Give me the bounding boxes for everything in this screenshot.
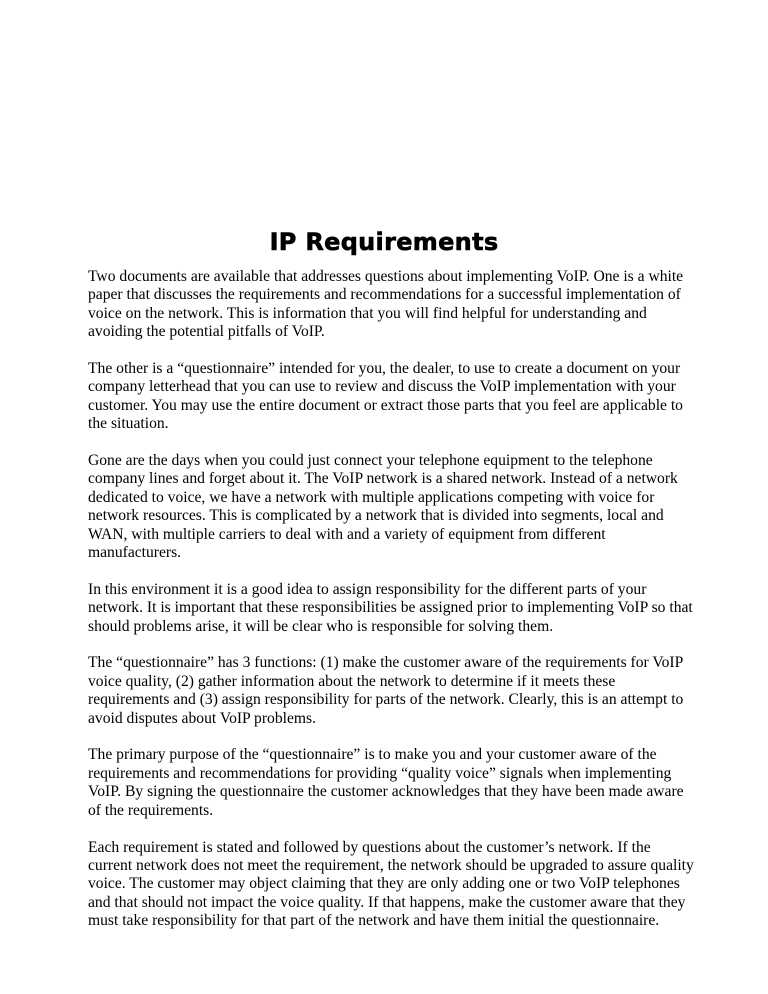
text-line: company lines and forget about it. The VoIP network is a shared network. Instead of a network (88, 470, 678, 488)
page-title: IP Requirements (269, 228, 499, 256)
text-line: of the requirements. (88, 801, 214, 819)
paragraph (88, 452, 688, 562)
text-line: should problems arise, it will be clear who is responsible for solving them. (88, 617, 554, 635)
paragraph (88, 654, 688, 728)
text-line: requirements and recommendations for providing “quality voice” signals when implementing (88, 764, 672, 782)
text-line: the situation. (88, 415, 169, 433)
text-line: current network does not meet the requirement, the network should be upgraded to assure quality (88, 856, 694, 874)
text-line: avoid disputes about VoIP problems. (88, 709, 316, 727)
text-line: Two documents are available that addresses questions about implementing VoIP. One is a white (88, 268, 684, 285)
paragraph (88, 268, 688, 342)
text-line: paper that discusses the requirements and recommendations for a successful implementation of (88, 286, 681, 304)
text-line: requirements and (3) assign responsibility for parts of the network. Clearly, this is an attempt to (88, 691, 684, 709)
text-line: The “questionnaire” has 3 functions: (1) make the customer aware of the requirements for VoIP (88, 654, 684, 672)
paragraph (88, 580, 693, 636)
paragraph (88, 746, 688, 820)
text-line: network resources. This is complicated by a network that is divided into segments, local and (88, 507, 664, 525)
text-line: voice on the network. This is information that you will find helpful for understanding and (88, 304, 647, 322)
text-line: must take responsibility for that part of the network and have them initial the questionnaire. (88, 912, 660, 930)
text-line: voice. The customer may object claiming that they are only adding one or two VoIP telephones (88, 875, 680, 893)
text-line: The primary purpose of the “questionnaire” is to make you and your customer aware of the (88, 746, 657, 764)
text-line: avoiding the potential pitfalls of VoIP. (88, 323, 325, 341)
text-line: voice quality, (2) gather information about the network to determine if it meets these (88, 672, 616, 690)
text-line: Gone are the days when you could just connect your telephone equipment to the telephone (88, 452, 653, 470)
text-line: customer. You may use the entire document or extract those parts that you feel are applicable to (88, 396, 683, 414)
text-line: manufacturers. (88, 544, 182, 562)
text-line: In this environment it is a good idea to assign responsibility for the different parts of your (88, 580, 647, 598)
text-line: company letterhead that you can use to review and discuss the VoIP implementation with your (88, 378, 676, 396)
text-line: VoIP. By signing the questionnaire the customer acknowledges that they have been made aware (88, 783, 684, 801)
text-line: The other is a “questionnaire” intended for you, the dealer, to use to create a document on your (88, 360, 681, 378)
paragraph (88, 838, 694, 931)
text-line: network. It is important that these responsibilities be assigned prior to implementing VoIP so that (88, 599, 693, 617)
document-body (88, 268, 694, 949)
text-line: Each requirement is stated and followed by questions about the customer’s network. If the (88, 838, 651, 856)
text-line: dedicated to voice, we have a network with multiple applications competing with voice for (88, 488, 655, 506)
paragraph (88, 360, 688, 434)
text-line: and that should not impact the voice quality. If that happens, make the customer aware that they (88, 893, 686, 911)
text-line: WAN, with multiple carriers to deal with and a variety of equipment from different (88, 525, 606, 543)
